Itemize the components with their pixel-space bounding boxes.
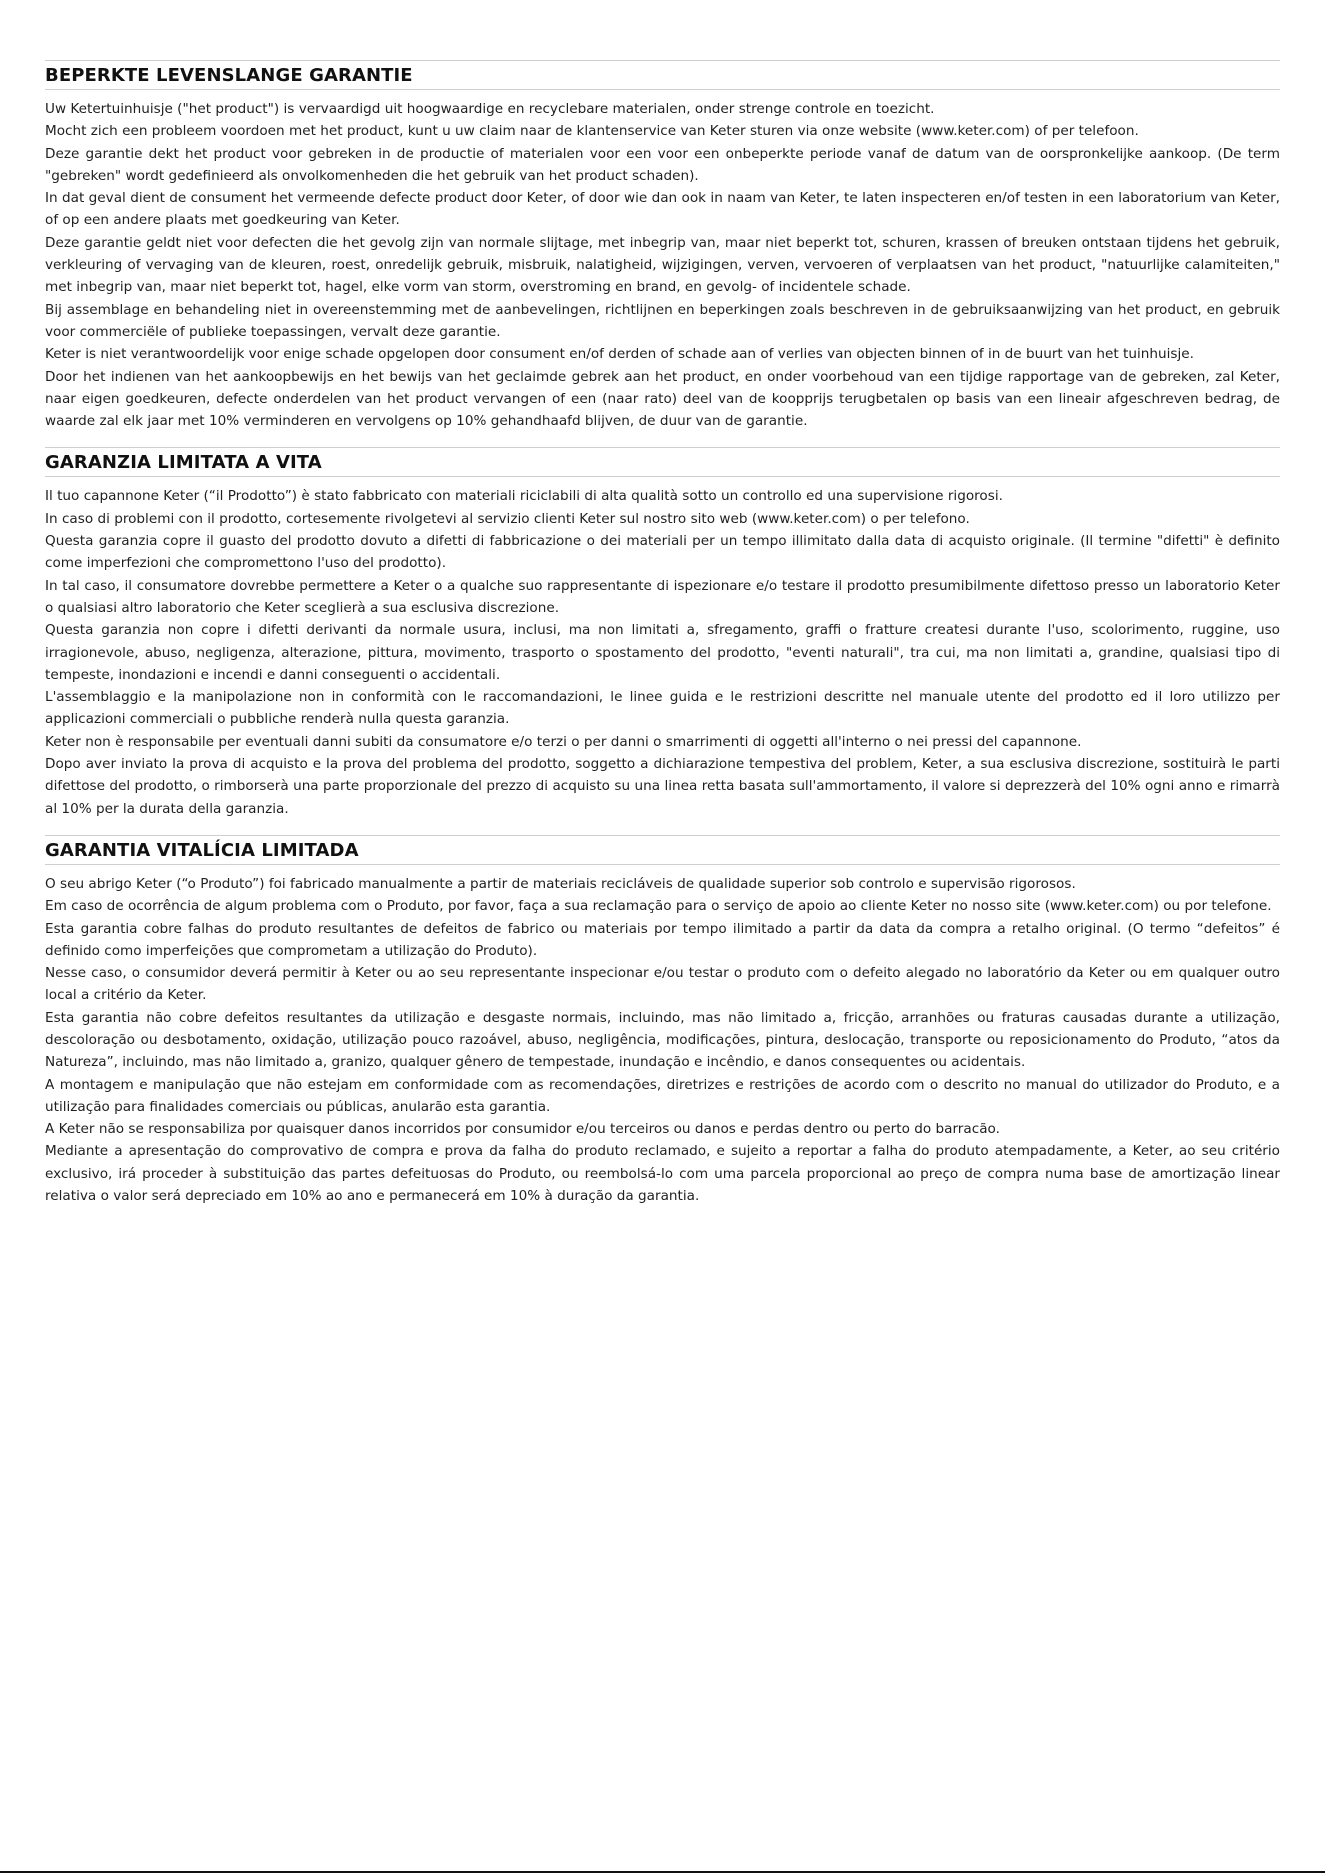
paragraph: In dat geval dient de consument het vermeende defecte product door Keter, of door wie dan ook in naam van Keter, te laten inspecteren en/of testen in een laboratorium van Keter, of op een andere plaats met goedkeuring van Keter.: [45, 190, 1280, 229]
paragraph: A montagem e manipulação que não estejam em conformidade com as recomendações, diretrizes e restrições de acordo com o descrito no manual do utilizador do Produto, e a utilização para finalidades comerciais ou públicas, anularão esta garantia.: [45, 1076, 1280, 1115]
paragraph: A Keter não se responsabiliza por quaisquer danos incorridos por consumidor e/ou terceiros ou danos e perdas dentro ou perto do barracão.: [45, 1121, 1000, 1138]
section-title: BEPERKTE LEVENSLANGE GARANTIE: [45, 65, 413, 86]
paragraph: Esta garantia não cobre defeitos resultantes da utilização e desgaste normais, incluindo, mas não limitado a, fricção, arranhões ou fraturas causadas durante a utilização, descoloração ou desbotamento, oxidação, utilização pouco razoável, abuso, negligência, modificações, pintura, deslocação, transporte ou reposicionamento do Produto, “atos da Natureza”, incluindo, mas não limitado a, granizo, qualquer gênero de tempestade, inundação e incêndio, e danos consequentes ou acidentais.: [45, 1009, 1280, 1071]
paragraph: Mediante a apresentação do comprovativo de compra e prova da falha do produto reclamado, e sujeito a reportar a falha do produto atempadamente, a Keter, ao seu critério exclusivo, irá proceder à substituição das partes defeituosas do Produto, ou reembolsá-lo com uma parcela proporcional ao preço de compra numa base de amortização linear relativa o valor será depreciado em 10% ao ano e permanecerá em 10% à duração da garantia.: [45, 1143, 1280, 1205]
paragraph: Mocht zich een probleem voordoen met het product, kunt u uw claim naar de klantenservice van Keter sturen via onze website (www.keter.com) of per telefoon.: [45, 123, 1139, 140]
paragraph: Keter is niet verantwoordelijk voor enige schade opgelopen door consument en/of derden of schade aan of verlies van objecten binnen of in de buurt van het tuinhuisje.: [45, 346, 1194, 363]
section-header: [45, 447, 1280, 477]
paragraph: Il tuo capannone Keter (“il Prodotto”) è stato fabbricato con materiali riciclabili di alta qualità sotto un controllo ed una supervisione rigorosi.: [45, 488, 1003, 505]
paragraph: Uw Ketertuinhuisje ("het product") is vervaardigd uit hoogwaardige en recyclebare materialen, onder strenge controle en toezicht.: [45, 101, 935, 117]
paragraph: Deze garantie dekt het product voor gebreken in de productie of materialen voor een voor een onbeperkte periode vanaf de datum van de oorspronkelijke aankoop. (De term "gebreken" wordt gedefinieerd als onvolkomenheden die het gebruik van het product schaden).: [45, 145, 1280, 184]
paragraph: O seu abrigo Keter (“o Produto”) foi fabricado manualmente a partir de materiais recicláveis de qualidade superior sob controlo e supervisão rigorosos.: [45, 875, 1076, 892]
paragraph: Door het indienen van het aankoopbewijs en het bewijs van het geclaimde gebrek aan het product, en onder voorbehoud van een tijdige rapportage van de gebreken, zal Keter, naar eigen goedkeuren, defecte onderdelen van het product vervangen of een (naar rato) deel van de koopprijs terugbetalen op basis van een lineair afgeschreven bedrag, de waarde zal elk jaar met 10% verminderen en vervolgens op 10% gehandhaafd blijven, de duur van de garantie.: [45, 368, 1280, 430]
section-title: GARANZIA LIMITATA A VITA: [45, 452, 322, 474]
section-italian-warranty: [45, 447, 1280, 819]
section-portuguese-warranty: [45, 835, 1280, 1207]
paragraph: Questa garanzia copre il guasto del prodotto dovuto a difetti di fabbricazione o dei materiali per un tempo illimitato dalla data di acquisto originale. (Il termine "difetti" è definito come imperfezioni che compromettono l'uso del prodotto).: [45, 533, 1280, 572]
section-title: GARANTIA VITALÍCIA LIMITADA: [45, 839, 359, 861]
paragraph: Esta garantia cobre falhas do produto resultantes de defeitos de fabrico ou materiais por tempo ilimitado a partir da data da compra a retalho original. (O termo “defeitos” é definido como imperfeições que comprometam a utilização do Produto).: [45, 920, 1280, 959]
paragraph: In tal caso, il consumatore dovrebbe permettere a Keter o a qualche suo rappresentante di ispezionare e/o testare il prodotto presumibilmente difettoso presso un laboratorio Keter o qualsiasi altro laboratorio che Keter sceglierà a sua esclusiva discrezione.: [45, 577, 1280, 616]
paragraph: Questa garanzia non copre i difetti derivanti da normale usura, inclusi, ma non limitati a, sfregamento, graffi o fratture createsi durante l'uso, scolorimento, ruggine, uso irragionevole, abuso, negligenza, alterazione, pittura, movimento, trasporto o spostamento del prodotto, "eventi naturali", tra cui, ma non limitati a, grandine, qualsiasi tipo di tempeste, inondazioni e incendi e danni conseguenti o accidentali.: [45, 622, 1280, 683]
paragraph: Bij assemblage en behandeling niet in overeenstemming met de aanbevelingen, richtlijnen en beperkingen zoals beschreven in de gebruiksaanwijzing van het product, en gebruik voor commerciële of publieke toepassingen, vervalt deze garantie.: [45, 301, 1280, 340]
paragraph: L'assemblaggio e la manipolazione non in conformità con le raccomandazioni, le linee guida e le restrizioni descritte nel manuale utente del prodotto ed il loro utilizzo per applicazioni commerciali o pubbliche renderà nulla questa garanzia.: [45, 689, 1280, 728]
paragraph: Keter non è responsabile per eventuali danni subiti da consumatore e/o terzi o per danni o smarrimenti di oggetti all'interno o nei pressi del capannone.: [45, 733, 1082, 750]
warranty-document: [45, 60, 1280, 1222]
paragraph: Dopo aver inviato la prova di acquisto e la prova del problema del prodotto, soggetto a dichiarazione tempestiva del problem, Keter, a sua esclusiva discrezione, sostituirà le parti difettose del prodotto, o rimborserà una parte proporzionale del prezzo di acquisto su una linea retta basata sull'ammortamento, il valore si deprezzerà del 10% ogni anno e rimarrà al 10% per la durata della garanzia.: [45, 756, 1280, 817]
paragraph: Nesse caso, o consumidor deverá permitir à Keter ou ao seu representante inspecionar e/ou testar o produto com o defeito alegado no laboratório da Keter ou em qualquer outro local a critério da Keter.: [45, 965, 1280, 1004]
paragraph: In caso di problemi con il prodotto, cortesemente rivolgetevi al servizio clienti Keter sul nostro sito web (www.keter.com) o per telefono.: [45, 510, 970, 527]
section-header: [45, 60, 1280, 90]
section-dutch-warranty: [45, 60, 1280, 432]
section-header: [45, 835, 1280, 865]
paragraph: Deze garantie geldt niet voor defecten die het gevolg zijn van normale slijtage, met inbegrip van, maar niet beperkt tot, schuren, krassen of breuken ontstaan tijdens het gebruik, verkleuring of vervaging van de kleuren, roest, onredelijk gebruik, misbruik, nalatigheid, wijzigingen, verven, vervoeren of verplaatsen van het product, "natuurlijke calamiteiten," met inbegrip van, maar niet beperkt tot, hagel, elke vorm van storm, overstroming en brand, en gevolg- of incidentele schade.: [45, 234, 1280, 296]
paragraph: Em caso de ocorrência de algum problema com o Produto, por favor, faça a sua reclamação para o serviço de apoio ao cliente Keter no nosso site (www.keter.com) ou por telefone.: [45, 898, 1272, 915]
